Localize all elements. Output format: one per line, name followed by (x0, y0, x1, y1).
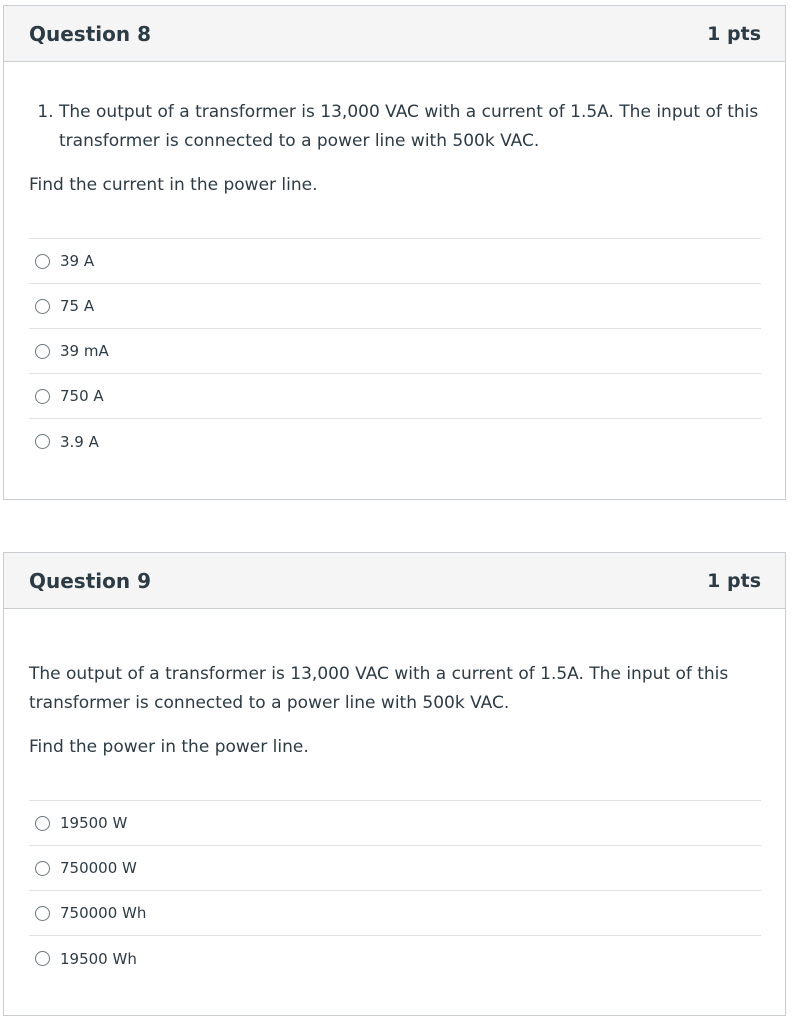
answer-option[interactable] (29, 239, 761, 284)
answer-label: 19500 Wh (60, 949, 137, 968)
answer-label: 3.9 A (60, 432, 99, 451)
question-card (3, 552, 786, 1016)
answer-option[interactable] (29, 329, 761, 374)
answer-option[interactable] (29, 419, 761, 464)
radio-button[interactable] (35, 951, 50, 966)
answer-option[interactable] (29, 801, 761, 846)
answer-list (29, 800, 761, 981)
answer-label: 39 A (60, 252, 95, 270)
radio-button[interactable] (35, 434, 50, 449)
answer-label: 75 A (60, 297, 95, 315)
answer-option[interactable] (29, 284, 761, 329)
answer-label: 750000 Wh (60, 904, 147, 922)
radio-button[interactable] (35, 254, 50, 269)
question-header (4, 553, 785, 609)
question-header (4, 6, 785, 62)
question-prompt: Find the power in the power line. (29, 737, 309, 757)
radio-button[interactable] (35, 906, 50, 921)
answer-label: 19500 W (60, 814, 128, 832)
answer-option[interactable] (29, 891, 761, 936)
question-prompt: Find the current in the power line. (29, 175, 318, 195)
question-body (4, 98, 785, 464)
answer-option[interactable] (29, 936, 761, 981)
question-points: 1 pts (707, 569, 761, 592)
question-title: Question 9 (29, 568, 151, 593)
radio-button[interactable] (35, 861, 50, 876)
radio-button[interactable] (35, 816, 50, 831)
question-points: 1 pts (707, 22, 761, 45)
answer-option[interactable] (29, 374, 761, 419)
answer-option[interactable] (29, 846, 761, 891)
answer-label: 750 A (60, 387, 104, 405)
question-card (3, 5, 786, 500)
question-text: 1. The output of a transformer is 13,000 VAC with a current of 1.5A. The input of this transformer is connected to a power line with 500k VAC. (59, 98, 761, 156)
question-title: Question 8 (29, 21, 151, 46)
radio-button[interactable] (35, 389, 50, 404)
radio-button[interactable] (35, 344, 50, 359)
radio-button[interactable] (35, 299, 50, 314)
question-body (4, 660, 785, 981)
answer-label: 750000 W (60, 859, 137, 877)
answer-label: 39 mA (60, 342, 109, 360)
question-numbered-list (29, 98, 761, 156)
answer-list (29, 238, 761, 464)
question-text: The output of a transformer is 13,000 VAC with a current of 1.5A. The input of this transformer is connected to a power line with 500k VAC. (29, 664, 729, 713)
